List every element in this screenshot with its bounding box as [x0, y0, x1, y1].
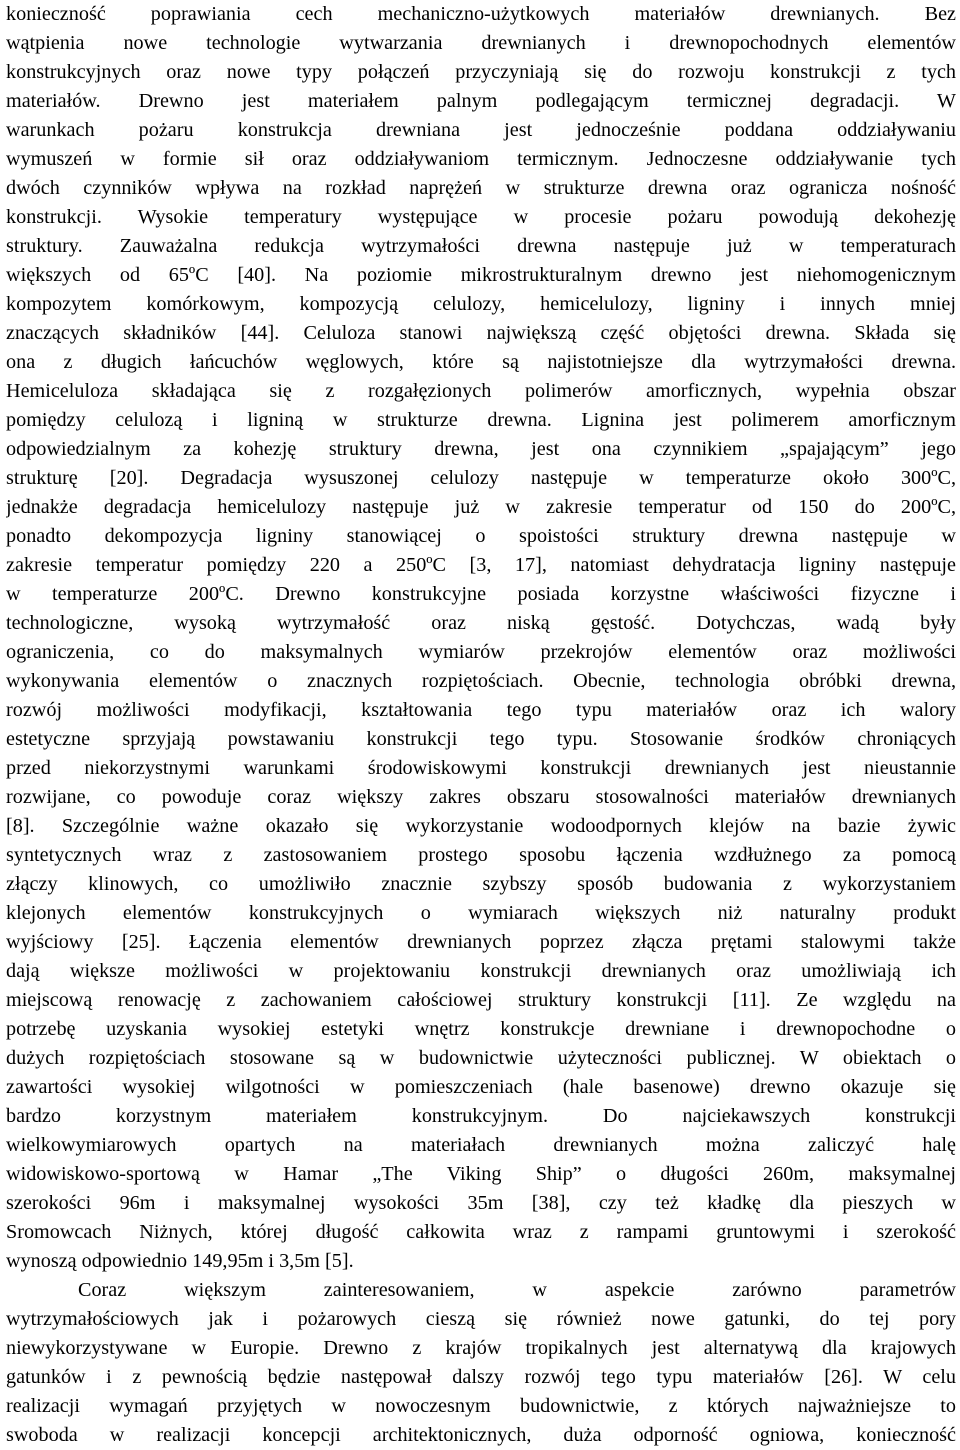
text-line: szerokości 96m i maksymalnej wysokości 35m [38], czy też kładkę dla pieszych w [6, 1192, 956, 1214]
text-line: materiałów. Drewno jest materiałem palnym podlegającym termicznej degradacji. W [6, 90, 956, 112]
text-line: przed niekorzystnymi warunkami środowiskowymi konstrukcji drewnianych jest nieustannie [6, 757, 956, 779]
text-line: estetyczne sprzyjają powstawaniu konstrukcji tego typu. Stosowanie środków chroniących [6, 728, 956, 750]
text-line: gatunków i z pewnością będzie następował dalszy rozwój tego typu materiałów [26]. W celu [6, 1366, 956, 1388]
text-line: jednakże degradacja hemicelulozy następuje już w zakresie temperatur od 150 do 200ºC, [6, 496, 956, 518]
text-line: syntetycznych wraz z zastosowaniem prostego sposobu łączenia wzdłużnego za pomocą [6, 844, 956, 866]
text-line: wykonywania elementów o znacznych rozpiętościach. Obecnie, technologia obróbki drewna, [6, 670, 956, 692]
text-line: wymuszeń w formie sił oraz oddziaływaniom termicznym. Jednoczesne oddziaływanie tych [6, 148, 956, 170]
paragraph [6, 1276, 956, 1450]
text-line: pomiędzy celulozą i ligniną w strukturze drewna. Lignina jest polimerem amorficznym [6, 409, 956, 431]
text-line: strukturę [20]. Degradacja wysuszonej celulozy następuje w temperaturze około 300ºC, [6, 467, 956, 489]
text-line: bardzo korzystnym materiałem konstrukcyjnym. Do najciekawszych konstrukcji [6, 1105, 956, 1127]
text-line: potrzebę uzyskania wysokiej estetyki wnętrz konstrukcje drewniane i drewnopochodne o [6, 1018, 956, 1040]
text-line: w temperaturze 200ºC. Drewno konstrukcyjne posiada korzystne właściwości fizyczne i [6, 583, 956, 605]
text-line: technologiczne, wysoką wytrzymałość oraz niską gęstość. Dotychczas, wadą były [6, 612, 956, 634]
text-line: dużych rozpiętościach stosowane są w budownictwie użyteczności publicznej. W obiektach o [6, 1047, 956, 1069]
paragraph [6, 0, 956, 1276]
text-line: niewykorzystywane w Europie. Drewno z krajów tropikalnych jest alternatywą dla krajowych [6, 1337, 956, 1359]
text-line: złączy klinowych, co umożliwiło znacznie szybszy sposób budowania z wykorzystaniem [6, 873, 956, 895]
text-line: znaczących składników [44]. Celuloza stanowi największą część objętości drewna. Składa się [6, 322, 956, 344]
text-line: wątpienia nowe technologie wytwarzania drewnianych i drewnopochodnych elementów [6, 32, 956, 54]
text-line: klejonych elementów konstrukcyjnych o wymiarach większych niż naturalny produkt [6, 902, 956, 924]
text-line: struktury. Zauważalna redukcja wytrzymałości drewna następuje już w temperaturach [6, 235, 956, 257]
text-line: dwóch czynników wpływa na rozkład naprężeń w strukturze drewna oraz ogranicza nośność [6, 177, 956, 199]
text-line: realizacji wymagań przyjętych w nowoczesnym budownictwie, z których najważniejsze to [6, 1395, 956, 1417]
text-line: Hemiceluloza składająca się z rozgałęzionych polimerów amorficznych, wypełnia obszar [6, 380, 956, 402]
text-line: kompozytem komórkowym, kompozycją celulozy, hemicelulozy, ligniny i innych mniej [6, 293, 956, 315]
text-line: Coraz większym zainteresowaniem, w aspekcie zarówno parametrów [78, 1279, 956, 1301]
text-line: większych od 65ºC [40]. Na poziomie mikrostrukturalnym drewno jest niehomogenicznym [6, 264, 956, 286]
text-line: widowiskowo-sportową w Hamar „The Viking Ship” o długości 260m, maksymalnej [6, 1163, 956, 1185]
text-line: warunkach pożaru konstrukcja drewniana jest jednocześnie poddana oddziaływaniu [6, 119, 956, 141]
text-line: wyjściowy [25]. Łączenia elementów drewnianych poprzez złącza prętami stalowymi także [6, 931, 956, 953]
text-line: zawartości wysokiej wilgotności w pomieszczeniach (hale basenowe) drewno okazuje się [6, 1076, 956, 1098]
text-line: rozwój możliwości modyfikacji, kształtowania tego typu materiałów oraz ich walory [6, 699, 956, 721]
text-line: konieczność poprawiania cech mechaniczno-użytkowych materiałów drewnianych. Bez [6, 3, 956, 25]
text-line: Sromowcach Niżnych, której długość całkowita wraz z rampami gruntowymi i szerokość [6, 1221, 956, 1243]
text-line: zakresie temperatur pomiędzy 220 a 250ºC [3, 17], natomiast dehydratacja ligniny następuje [6, 554, 956, 576]
text-line: [8]. Szczególnie ważne okazało się wykorzystanie wodoodpornych klejów na bazie żywic [6, 815, 956, 837]
text-line: dają większe możliwości w projektowaniu konstrukcji drewnianych oraz umożliwiają ich [6, 960, 956, 982]
document-body [6, 0, 956, 1450]
text-line: ograniczenia, co do maksymalnych wymiarów przekrojów elementów oraz możliwości [6, 641, 956, 663]
text-line: swoboda w realizacji koncepcji architektonicznych, duża odporność ogniowa, konieczność [6, 1424, 956, 1446]
text-line: wynoszą odpowiednio 149,95m i 3,5m [5]. [6, 1250, 354, 1272]
text-line: miejscową renowację z zachowaniem całościowej struktury konstrukcji [11]. Ze względu na [6, 989, 956, 1011]
text-line: rozwijane, co powoduje coraz większy zakres obszaru stosowalności materiałów drewnianych [6, 786, 956, 808]
text-line: wielkowymiarowych opartych na materiałach drewnianych można zaliczyć halę [6, 1134, 956, 1156]
text-line: ona z długich łańcuchów węglowych, które są najistotniejsze dla wytrzymałości drewna. [6, 351, 956, 373]
text-line: ponadto dekompozycja ligniny stanowiącej o spoistości struktury drewna następuje w [6, 525, 956, 547]
text-line: odpowiedzialnym za kohezję struktury drewna, jest ona czynnikiem „spajającym” jego [6, 438, 956, 460]
text-line: konstrukcji. Wysokie temperatury występujące w procesie pożaru powodują dekohezję [6, 206, 956, 228]
text-line: wytrzymałościowych jak i pożarowych cieszą się również nowe gatunki, do tej pory [6, 1308, 956, 1330]
text-line: konstrukcyjnych oraz nowe typy połączeń przyczyniają się do rozwoju konstrukcji z tych [6, 61, 956, 83]
